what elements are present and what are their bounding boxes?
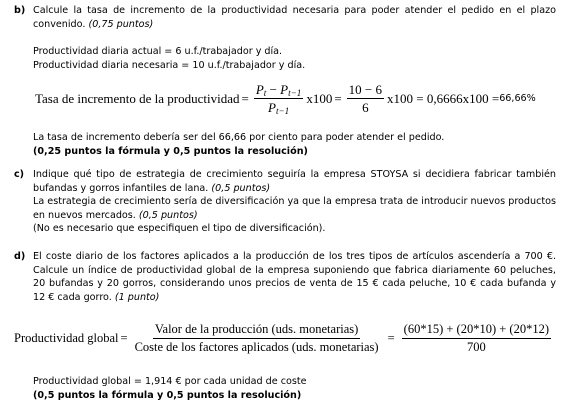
formula-b-fraction-2-denominator: 6 xyxy=(362,100,369,115)
item-c-answer-points: (0,5 puntos) xyxy=(138,209,198,221)
formula-b xyxy=(35,82,536,115)
item-d-result: Productividad global = 1,914 € por cada unidad de coste xyxy=(33,376,307,387)
formula-b-mult: x100 xyxy=(306,90,333,106)
formula-d-eq-2: = xyxy=(387,330,395,345)
item-c-points: (0,5 puntos) xyxy=(211,182,271,194)
formula-d-lhs: Productividad global xyxy=(14,330,119,345)
item-b-question: Calcule la tasa de incremento de la productividad necesaria para poder atender el pedido en el plazo convenido. (0,75 puntos) xyxy=(33,5,556,30)
formula-b-fraction-1-denominator: $P_{t-1}$ xyxy=(267,100,290,116)
formula-d-fraction-2 xyxy=(402,322,551,355)
formula-b-result: 66,66% xyxy=(499,92,536,104)
item-b-letter: b) xyxy=(14,5,26,16)
item-d-points: (1 punto) xyxy=(114,291,160,303)
formula-d-fraction-1-numerator: Valor de la producción (uds. monetarias) xyxy=(153,322,360,339)
formula-b-fraction-2-numerator: 10 − 6 xyxy=(348,82,383,97)
formula-d xyxy=(14,322,554,355)
formula-b-fraction-2 xyxy=(347,82,384,115)
item-c-note: (No es necesario que especifiquen el tipo de diversificación). xyxy=(33,223,326,234)
item-c-question: Indique qué tipo de estrategia de crecimiento seguiría la empresa STOYSA si decidiera fabricar también bufandas y gorros infantiles de lana. (0,5 puntos) xyxy=(33,169,556,194)
formula-d-fraction-1 xyxy=(133,322,381,355)
formula-d-eq: = xyxy=(120,330,128,345)
formula-d-fraction-2-denominator: 700 xyxy=(466,340,486,354)
item-d-question: El coste diario de los factores aplicados a la producción de los tres tipos de artículos ascendería a 700 €. Calcule un índice de productividad global de la empresa suponiendo que fabrica diariamente 60 peluches, 20 bufandas y 20 gorros, considerando unos precios de venta de 15 € cada peluche, 10 € cada bufanda y 12 € cada gorro. (1 punto) xyxy=(33,251,556,303)
formula-b-eq-2: = xyxy=(334,90,342,106)
item-b-scoring: (0,25 puntos la fórmula y 0,5 puntos la resolución) xyxy=(33,146,308,157)
item-b-actual: Productividad diaria actual = 6 u.f./trabajador y día. xyxy=(33,46,283,57)
item-c-answer: La estrategia de crecimiento sería de diversificación ya que la empresa trata de introducir nuevos productos en nuevos mercados. (0,5 puntos) xyxy=(33,196,556,221)
formula-b-fraction-1-numerator: $P_t - P_{t-1}$ xyxy=(255,82,302,98)
formula-d-fraction-1-denominator: Coste de los factores aplicados (uds. monetarias) xyxy=(134,340,379,354)
item-d-letter: d) xyxy=(14,251,26,262)
formula-d-fraction-2-numerator: (60*15) + (20*10) + (20*12) xyxy=(402,322,551,339)
formula-b-lhs: Tasa de incremento de la productividad xyxy=(35,90,240,106)
item-b-points: (0,75 puntos) xyxy=(88,18,154,30)
formula-b-eq: = xyxy=(241,90,249,106)
formula-b-fraction-1 xyxy=(254,82,304,115)
item-b-needed: Productividad diaria necesaria = 10 u.f./trabajador y día. xyxy=(33,60,306,71)
item-c-letter: c) xyxy=(14,169,25,180)
formula-b-rest: x100 = 0,6666x100 = xyxy=(387,90,500,106)
item-b-answer: La tasa de incremento debería ser del 66,66 por ciento para poder atender el pedido. xyxy=(33,132,445,143)
item-d-scoring: (0,5 puntos la fórmula y 0,5 puntos la resolución) xyxy=(33,390,302,401)
